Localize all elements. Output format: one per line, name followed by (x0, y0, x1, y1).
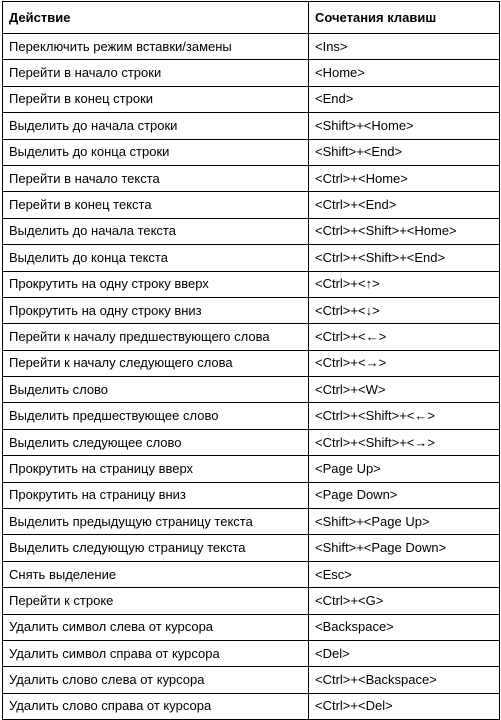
shortcut-cell: <Ctrl>+<End> (309, 192, 500, 218)
table-row (3, 588, 500, 614)
shortcut-cell: <Ctrl>+<Shift>+<→> (309, 429, 500, 455)
table-row (3, 271, 500, 297)
table-row (3, 86, 500, 112)
action-cell: Выделить предыдущую страницу текста (3, 509, 309, 535)
shortcut-cell: <Esc> (309, 561, 500, 587)
column-header-shortcut: Сочетания клавиш (309, 2, 500, 34)
action-cell: Удалить слово слева от курсора (3, 667, 309, 693)
action-cell: Прокрутить на страницу вниз (3, 482, 309, 508)
table-row (3, 509, 500, 535)
table-row (3, 693, 500, 719)
shortcuts-table (2, 1, 500, 720)
shortcut-cell: <Ctrl>+<→> (309, 350, 500, 376)
column-header-action: Действие (3, 2, 309, 34)
shortcut-cell: <Ctrl>+<Shift>+<Home> (309, 218, 500, 244)
shortcut-cell: <Ctrl>+<G> (309, 588, 500, 614)
shortcut-cell: <Del> (309, 640, 500, 666)
action-cell: Перейти к строке (3, 588, 309, 614)
table-row (3, 297, 500, 323)
shortcut-cell: <Page Down> (309, 482, 500, 508)
shortcut-cell: <Ctrl>+<Shift>+<End> (309, 245, 500, 271)
table-row (3, 535, 500, 561)
action-cell: Выделить следующее слово (3, 429, 309, 455)
table-row (3, 113, 500, 139)
action-cell: Перейти в начало текста (3, 165, 309, 191)
table-row (3, 324, 500, 350)
shortcut-cell: <Ctrl>+<←> (309, 324, 500, 350)
action-cell: Прокрутить на страницу вверх (3, 456, 309, 482)
action-cell: Прокрутить на одну строку вверх (3, 271, 309, 297)
shortcut-cell: <Ctrl>+<Shift>+<←> (309, 403, 500, 429)
action-cell: Выделить до конца строки (3, 139, 309, 165)
table-row (3, 165, 500, 191)
table-row (3, 377, 500, 403)
table-row (3, 640, 500, 666)
table-row (3, 561, 500, 587)
table-row (3, 456, 500, 482)
shortcut-cell: <Backspace> (309, 614, 500, 640)
table-row (3, 403, 500, 429)
table-body (3, 34, 500, 720)
table-row (3, 614, 500, 640)
table-row (3, 60, 500, 86)
action-cell: Перейти к началу следующего слова (3, 350, 309, 376)
shortcut-cell: <Home> (309, 60, 500, 86)
table-row (3, 429, 500, 455)
action-cell: Снять выделение (3, 561, 309, 587)
table-row (3, 218, 500, 244)
action-cell: Удалить символ слева от курсора (3, 614, 309, 640)
shortcut-cell: <Ctrl>+<↑> (309, 271, 500, 297)
table-row (3, 482, 500, 508)
table-row (3, 667, 500, 693)
action-cell: Выделить до начала строки (3, 113, 309, 139)
action-cell: Удалить символ справа от курсора (3, 640, 309, 666)
shortcut-cell: <Ins> (309, 34, 500, 60)
shortcut-cell: <Page Up> (309, 456, 500, 482)
shortcut-cell: <Shift>+<Page Up> (309, 509, 500, 535)
shortcut-cell: <End> (309, 86, 500, 112)
action-cell: Выделить следующую страницу текста (3, 535, 309, 561)
shortcut-cell: <Shift>+<Page Down> (309, 535, 500, 561)
shortcut-cell: <Ctrl>+<W> (309, 377, 500, 403)
action-cell: Выделить до конца текста (3, 245, 309, 271)
table-row (3, 245, 500, 271)
action-cell: Перейти в конец текста (3, 192, 309, 218)
action-cell: Перейти в начало строки (3, 60, 309, 86)
shortcut-cell: <Ctrl>+<↓> (309, 297, 500, 323)
action-cell: Перейти в конец строки (3, 86, 309, 112)
action-cell: Перейти к началу предшествующего слова (3, 324, 309, 350)
action-cell: Переключить режим вставки/замены (3, 34, 309, 60)
table-row (3, 34, 500, 60)
shortcut-cell: <Shift>+<Home> (309, 113, 500, 139)
action-cell: Выделить до начала текста (3, 218, 309, 244)
shortcut-cell: <Shift>+<End> (309, 139, 500, 165)
shortcut-cell: <Ctrl>+<Home> (309, 165, 500, 191)
action-cell: Выделить предшествующее слово (3, 403, 309, 429)
action-cell: Удалить слово справа от курсора (3, 693, 309, 719)
table-header-row (3, 2, 500, 34)
action-cell: Выделить слово (3, 377, 309, 403)
table-row (3, 139, 500, 165)
action-cell: Прокрутить на одну строку вниз (3, 297, 309, 323)
table-row (3, 192, 500, 218)
shortcut-cell: <Ctrl>+<Del> (309, 693, 500, 719)
shortcut-cell: <Ctrl>+<Backspace> (309, 667, 500, 693)
table-row (3, 350, 500, 376)
